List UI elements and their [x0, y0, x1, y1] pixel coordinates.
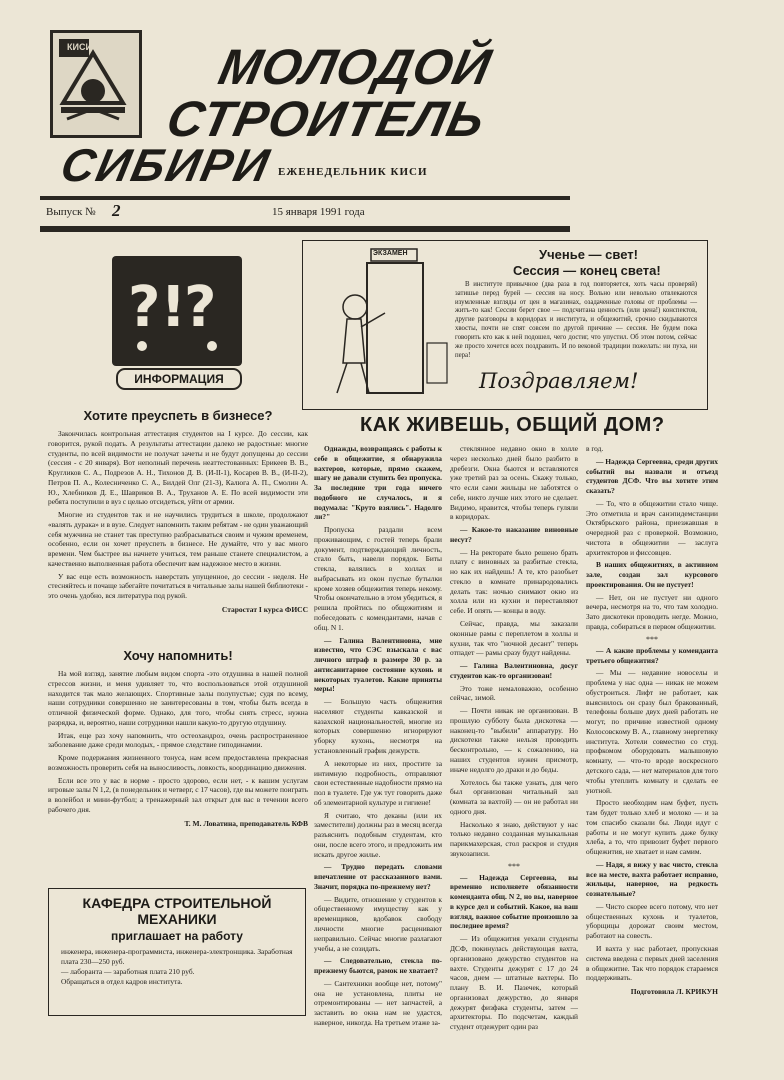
dorm-paragraph: — Из общежития уехали студенты ДСФ, покинулась действующая вахта, организовано дежурство студентов на вахте. Студенты дежурят с 17 до 24 часов, днем — штатные вахтеры. По плану В. И. Пазечек, который организовал дежурство, до января дежурят физфака студенты, затем — архитекторы. По подсчетам, каждый студент отдежурит один раз — [450, 934, 578, 1032]
ad-title-line2: МЕХАНИКИ — [137, 911, 217, 927]
exam-title-line2: Сессия — конец света! — [513, 263, 661, 278]
svg-text:?: ? — [184, 275, 217, 340]
issue-bar-top-rule — [40, 196, 570, 200]
logo-text: КИСИ — [67, 42, 92, 52]
ad-subtitle: приглашает на работу — [111, 929, 243, 943]
dorm-paragraph: Я считаю, что деканы (или их заместители) должны раз в месяц всегда разъяснить подобным студентам, кто они, после всего этого, и предложить им искать другое жилье. — [314, 810, 442, 859]
sport-paragraph: Кроме подержания жизненного тонуса, нам всем предоставлена прекрасная возможность проверить себя на выносливость, ловкость, координацию движения. — [48, 753, 308, 772]
issue-bar — [40, 196, 570, 234]
business-paragraph: Многие из студентов так и не научились трудиться в школе, продолжают «валять дурака» и в вузе. Следует напомнить таким ребятам - не один уважающий себя мужчина не станет так преступно разбрасываться своим и чужим временем, особенно, если он хочет преуспеть в бизнесе. Не думайте, что у вас много времени. Чем быстрее вы начнете учиться, тем раньше станете специалистом, а качественно выполненная работа обеспечит вам надежное место в жизни. — [48, 510, 308, 568]
business-paragraph: У вас еще есть возможность наверстать упущенное, до сессии - неделя. Не стесняйтесь и почаще забегайте почитаться в читальные залы нашей библиотеки - это очень удобно, вся литература под рукой. — [48, 571, 308, 601]
dorm-paragraph: — Какое-то наказание виновные несут? — [450, 525, 578, 544]
dorm-column-3 — [586, 444, 718, 1058]
ad-line2: — лаборанта — заработная плата 210 руб. — [61, 967, 195, 977]
dorm-paragraph: — Нет, он не пустует ни одного вечера, несмотря на то, что там холодно. Зато дискотеки проводить негде. Можно, правда, собираться в первом общежитии. — [586, 592, 718, 632]
dorm-paragraph: Однажды, возвращаясь с работы к себе в общежитие, я обнаружила вахтеров, которые, прямо скажем, шагу не давали ступить без пропуска. За последние три года ничего подобного не случалось, и я подумала: "Круто взялись". Надолго ли?" — [314, 444, 442, 522]
section-divider: *** — [508, 861, 520, 871]
dorm-paragraph: Хотелось бы также узнать, для чего был организован читальный зал (комната за вахтой) — он не работал ни одного дня. — [450, 777, 578, 816]
exam-text: В институте привычное (два раза в год повторяется, хоть часы проверяй) затишье перед бурей — сессия на носу. Вольно или невольно отвлекаются изумленные взгляды от цен в магазинах, озадаченные головы от проблемы — житъ-то как! Сессии берет свое — подсчитана ценность (или цена!) конспектов, другие разговоры в коридорах и института, и общежитий, срочно скидываются хвосты, почти не спят совсем по другой причине — сессия. Не будем пока говорить кто как к ней подошел, чего достиг, что упустил. Об этом потом, сейчас же просто хочется всех поздравить. И по вековой традиции пожелать: ни пуха, ни пера! — [455, 281, 697, 359]
masthead-title-line2: СТРОИТЕЛЬ — [162, 91, 491, 147]
dorm-paragraph: Просто необходим нам буфет, пусть там будет только хлеб и молоко — и за том спасибо сказали бы. Люди идут с работы и не могут купить даже булку хлеба, а то, что привозит буфет первого общежития, не хватает и нам самим. — [586, 798, 718, 857]
exam-title-line1: Ученье — свет! — [539, 247, 638, 262]
dorm-paragraph: — Надя, я вижу у вас чисто, стекла все на месте, вахта работает исправно, жильцы, наверное, на редкость сознательные? — [586, 859, 718, 899]
dorm-paragraph: — Галина Валентиновна, досуг студентов как-то организован! — [450, 661, 578, 680]
section-divider: *** — [646, 634, 658, 644]
info-label: ИНФОРМАЦИЯ — [116, 368, 242, 390]
dorm-title: КАК ЖИВЕШЬ, ОБЩИЙ ДОМ? — [360, 414, 665, 436]
sport-article — [48, 648, 308, 858]
dorm-paragraph: И вахта у нас работает, пропускная система введена с первых дней заселения в общежитие. Так что порядок стараемся поддерживать. — [586, 943, 718, 983]
dorm-paragraph: — Видите, отношение у студентов к общественному имуществу как у временщиков, вдобавок свободу личности многие расценивают неправильно. Сейчас многие разлагают учебы, а не созидать. — [314, 894, 442, 953]
masthead-title-line1: МОЛОДОЙ — [214, 39, 497, 95]
dorm-signature: Подготовила Л. КРИКУН — [630, 987, 718, 997]
info-box — [112, 256, 242, 390]
masthead-subtitle: ЕЖЕНЕДЕЛЬНИК КИСИ — [278, 166, 428, 178]
dorm-paragraph: — Галина Валентиновна, мне известно, что СЭС взыскала с вас личного штраф в размере 30 р. за антисанитарное состояние кухонь и некоторых туалетов. Какие приняты меры! — [314, 635, 442, 694]
dorm-paragraph: — Следовательно, стекла по-прежнему бьются, рамок не хватает? — [314, 956, 442, 976]
masthead-title-line3: СИБИРИ — [56, 139, 276, 191]
issue-number: 2 — [112, 201, 121, 220]
dorm-paragraph: — Сантехники вообще нет, потому" она не установлена, плиты не отремонтированы — нет запчастей, а заставить во окна нам не удастся, наверное, никогда. На третьем этаже за- — [314, 978, 442, 1027]
kisi-logo — [50, 30, 142, 138]
sport-title: Хочу напомнить! — [123, 648, 233, 663]
dorm-paragraph: — Надежда Сергеевна, вы временно исполняете обязанности коменданта общ. N 2, но вы, наверное в курсе дел и событий. Какое, на ваш взгляд, важное событие произошло за последнее время? — [450, 872, 578, 931]
exam-door-sign: ЭКЗАМЕН — [373, 250, 408, 257]
dorm-paragraph: стеклянное недавно окно в холле через несколько дней было разбито в дребезги. Окна бьются и вставляются уже третий раз за осень. Скажу только, что если сами жильцы не заботятся о себе, никто лучше них этого не сделает. Видимо, нравится, чтобы теперь гуляли в коридорах. — [450, 444, 578, 522]
issue-date: 15 января 1991 года — [272, 206, 365, 218]
business-paragraph: Закончилась контрольная аттестация студентов на I курсе. До сессии, как говорится, рукой подать. А результаты аттестации далеко не радостные: многие студенты, по всей видимости не получат зачеты и не будут допущены до сессии (сессия - с 20 января). Вот неполный перечень неаттестованных: Ерикеев В. В., Кругликов С. А., Подрезов А. Н., Тихонов Д. В. (И-II-1), Косарев В. В., (И-II-2), Петров П. А., Колесниченко С. А., Билдей Олг (21-3), Калюга А. П., Смолин А. Ю., Хлебников Д. Е., Шавриков В. А., Труханов А. Е. По всей видимости эти ребята поступили в вуз с целью отсидеться, уйти от армии. — [48, 429, 308, 507]
exam-greeting: Поздравляем! — [479, 369, 639, 393]
dorm-paragraph: — Чисто скорее всего потому, что нет общественных кухонь и туалетов, уборщицы дорожат своим местом, работают на совесть. — [586, 901, 718, 941]
sport-paragraph: На мой взгляд, занятие любым видом спорта -это отдушина в нашей полной стрессов жизни, и меня удивляет то, что воспользоваться этой отдушиной находится так мало желающих. Спортивные залы полупустые; судя по всему, наши сотрудники совершенно не заинтересованы в том, чтобы быть всегда в отличной физической форме. Однако, для того, чтобы снять стресс, нужна разрядка, и, вероятно, наши сотрудники нашли какую-то другую отдушину. — [48, 669, 308, 727]
dorm-paragraph: Насколько я знаю, действуют у нас только недавно созданная музыкальная парикмахерская, стол раскроя и студия звукозаписи. — [450, 819, 578, 858]
sport-paragraph: Если все это у вас в норме - просто здорово, если нет, - к вашим услугам игровые залы N 1,2, (в понедельник и четверг, с 17 часов), где вы можете поиграть в волейбол и мини-футбол; а тренажерный зал открыт для вас в течении всего рабочего дня. — [48, 775, 308, 814]
dorm-paragraph: Сейчас, правда, мы заказали оконные рамы с переплетом в холлы и кухни, так что "ночной десант" теперь отпадет — рамы сразу будут найдены. — [450, 619, 578, 658]
dorm-paragraph: В наших общежитиях, в активном зале, создан зал курсового проектирования. Он не пустует! — [586, 560, 718, 589]
dorm-column-1 — [314, 444, 442, 1058]
dorm-paragraph: — Трудно передать словами впечатление от рассказанного вами. Значит, порядка по-прежнему нет? — [314, 862, 442, 891]
dorm-paragraph: Это тоже немаловажно, особенно сейчас, зимой. — [450, 683, 578, 703]
dorm-paragraph: — Большую часть общежития населяют студенты кавказской и казахской национальностей, многие из которых совершенно игнорируют уборку кухонь, несмотря на установленный график дежурств. — [314, 697, 442, 755]
question-exclamation-icon — [112, 256, 242, 366]
issue-label: Выпуск № — [46, 206, 96, 218]
sport-signature: Т. М. Ловатина, преподаватель КФВ — [184, 818, 308, 828]
dorm-paragraph: — Почти никак не организован. В прошлую субботу была дискотека — наконец-то "выбили" аппаратуру. Но дискотеки также нельзя проводить бесконтрольно, — к сожалению, на наших студентов нужен присмотр, иначе недолго до драки и до беды. — [450, 706, 578, 774]
dorm-paragraph: — То, что в общежитии стало чище. Это отметила и врач санэпидемстанции Октябрьского района, приезжавшая в очередной раз с проверкой. Возможно, чистота в общежитии — заслуга архитекторов и фиссовцев. — [586, 498, 718, 557]
info-graphic — [112, 256, 242, 366]
dorm-paragraph: — Мы — недавние новоселы и проблема у нас одна — никак не можем обустроиться. Лифт не работает, как выяснилось он сразу был бракованный, телефоны больше двух дней работать не могут, по причине известной одному Колосовскому В. А., главному энергетику института. Хотели совместно со студ. профкомом оборудовать малышовую комнату, — что-то вроде воскресного детского сада, — нет материалов для того чтобы утеплить комнату и сделать ее уютной. — [586, 668, 718, 795]
dorm-paragraph: в год. — [586, 444, 604, 453]
construction-emblem-icon — [53, 33, 133, 129]
dorm-column-2 — [450, 444, 578, 1058]
svg-text:?!: ?! — [128, 275, 187, 340]
dorm-paragraph: Пропуска раздали всем проживающим, с гостей теперь брали документ, подтверждающий личность, стало быть, навели порядок. Биты стекла, валялись в холлах и выбрасывать из окон пустые бутылки кроме хозяев общежития теперь некому. Чтобы окончательно в этом убедиться, я решила пройтись по общежитиям и побеседовать с комендантами, начав с общ. N 1. — [314, 525, 442, 632]
dorm-paragraph: — А какие проблемы у коменданта третьего общежития? — [586, 645, 718, 665]
issue-bar-bottom-rule — [40, 226, 570, 232]
dorm-paragraph: А некоторые из них, простите за интимную подробность, отправляют свои естественные надобности прямо на пол в туалете. Где уж тут говорить даже об элементарной культуре и гигиене! — [314, 758, 442, 807]
ad-title-line1: КАФЕДРА СТРОИТЕЛЬНОЙ — [82, 895, 272, 911]
ad-box — [48, 888, 306, 1016]
ad-line1: инженера, инженера-программиста, инженера-электронщика. Заработная плата 230—250 руб. — [61, 947, 293, 966]
dorm-paragraph: — На ректорате было решено брать плату с виновных за разбитые стекла, но как их найдешь! А те, кто разобьет стекло в комнате принародовались делать так: ночью снимают окно из холла или из кухни и переставляют себе. И опять — концы в воду. — [450, 547, 578, 616]
sport-paragraph: Итак, еще раз хочу напомнить, что остеохандроз, очень распространенное заболевание даже среди молодых, - прямое следствие гиподинамии. — [48, 730, 308, 750]
business-signature: Староcтат I курса ФИСС — [221, 605, 308, 615]
dorm-paragraph: — Надежда Сергеевна, среди других событий вы назвали и отъезд студентов ДСФ. Что вы хотите этим сказать? — [586, 456, 718, 496]
ad-line3: Обращаться в отдел кадров института. — [61, 977, 183, 987]
business-title: Хотите преуспеть в бизнесе? — [83, 408, 273, 423]
business-article — [48, 408, 308, 626]
exam-box — [302, 240, 708, 410]
student-exam-cartoon-icon — [307, 243, 457, 405]
